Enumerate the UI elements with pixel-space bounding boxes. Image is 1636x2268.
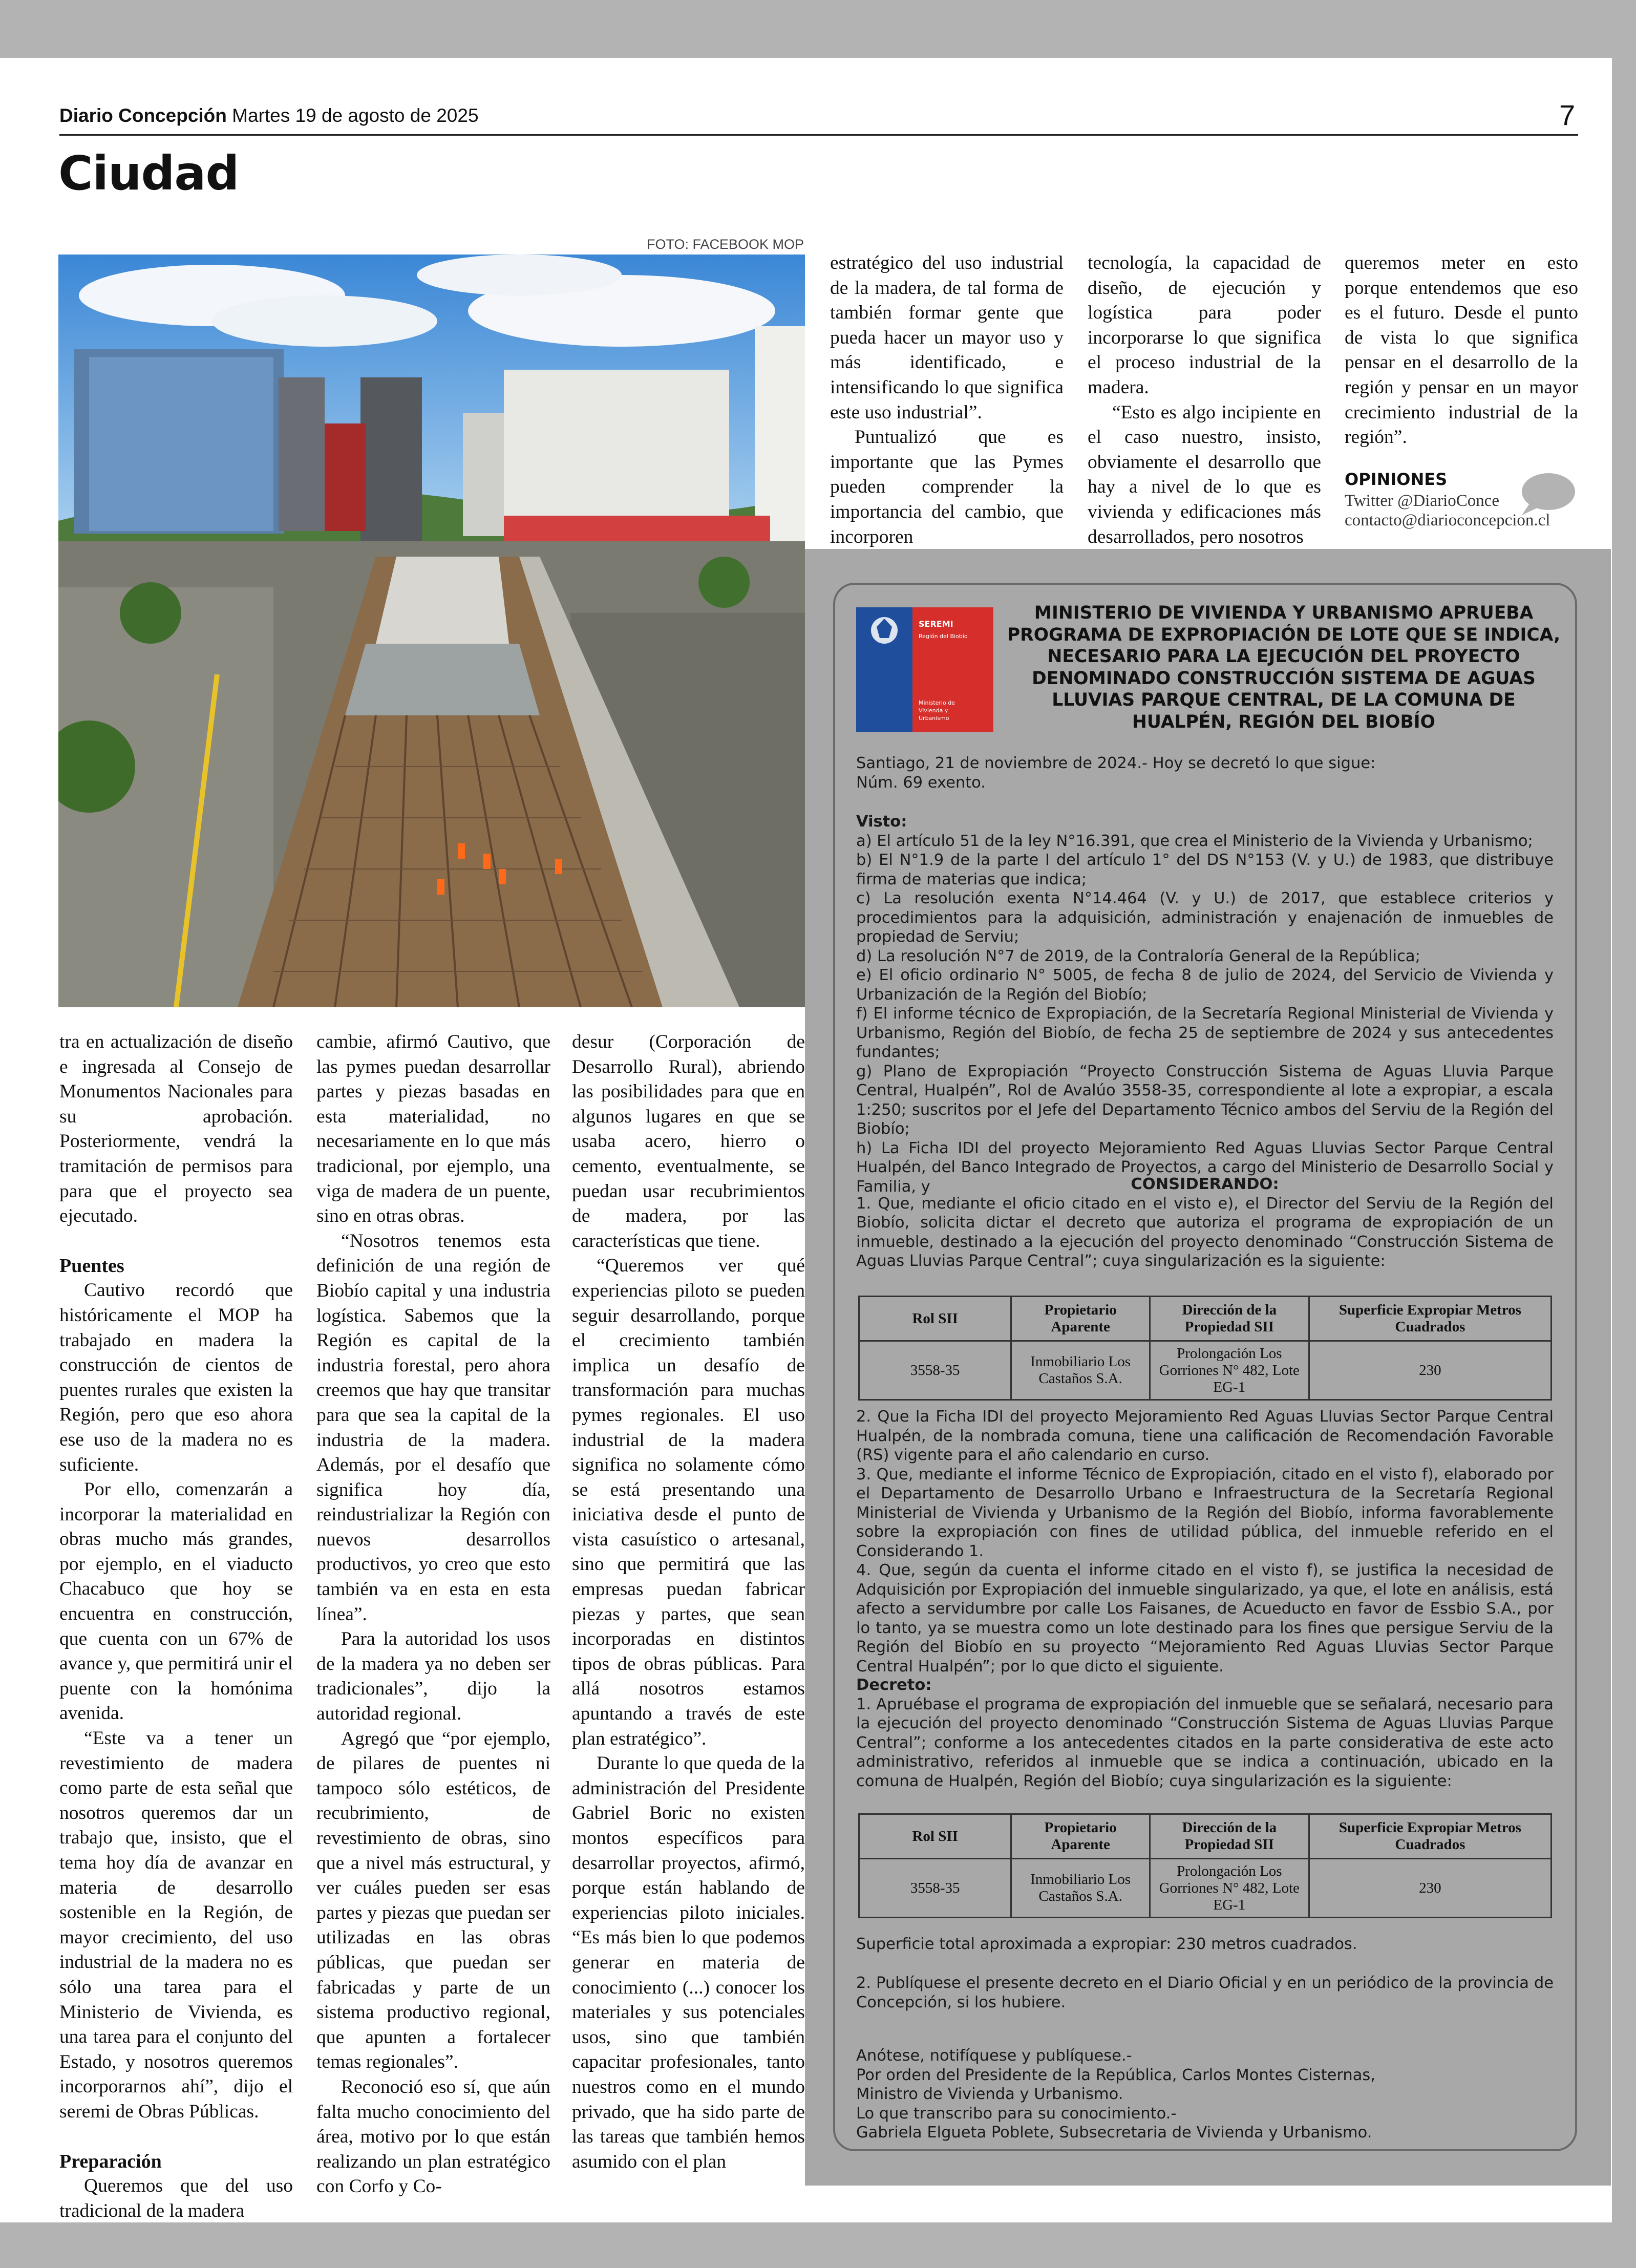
seal-text: SEREMI [919, 619, 953, 629]
notice-considerando [856, 1175, 1554, 1271]
seal-text: Región del Biobío [919, 633, 968, 640]
visto-item: a) El artículo 51 de la ley N°16.391, que crea el Ministerio de la Vivienda y Urbanismo; [856, 832, 1533, 850]
table-header-row [859, 1297, 1552, 1341]
speech-bubble-icon [1515, 471, 1576, 517]
section-title: Ciudad [58, 146, 239, 201]
notice-visto [856, 812, 1554, 1196]
table-cell: Prolongación Los Gorriones N° 482, Lote EG-1 [1150, 1341, 1309, 1400]
visto-item: h) La Ficha IDI del proyecto Mejoramiento Red Aguas Lluvias Sector Parque Central Hualpén, del Banco Integrado de Proyectos, a cargo del Ministerio de Desarrollo Social y Familia, y [856, 1139, 1554, 1196]
paragraph: Puntualizó que es importante que las Pymes pueden comprender la importancia del cambio, que incorporen [830, 427, 1064, 547]
table-row [859, 1859, 1552, 1918]
header-rule [59, 134, 1578, 136]
table-cell: 230 [1309, 1341, 1551, 1400]
table-header: Propietario Aparente [1011, 1814, 1150, 1859]
paragraph: “Queremos ver qué experiencias piloto se pueden seguir desarrollando, porque el crecimiento también implica un desafío de transformación para muchas pymes regionales. El uso industrial de la madera significa no solamente cómo se está presentando una iniciativa desde el punto de vista casuístico o artesanal, sino que permitirá que las empresas puedan fabricar piezas y partes, que sean incorporadas en distintos tipos de obras públicas. Para allá nosotros estamos apuntando a través de este plan estratégico”. [572, 1255, 805, 1749]
property-table-1 [858, 1296, 1552, 1401]
article-top-column-3 [1345, 251, 1578, 450]
paragraph: tecnología, la capacidad de diseño, de ejecución y logística para poder incorporarse lo que significa el proceso industrial de la madera. [1088, 252, 1321, 398]
considerando-item: 3. Que, mediante el informe Técnico de Expropiación, citado en el visto f), elaborado por el Departamento de Desarrollo Urbano e Infraestructura de la Secretaría Regional Ministerial de Vivienda y Urbanismo de la Región del Biobío, informa favorablemente sobre la expropiación con fines de utilidad pública, del inmueble referido en el Considerando 1. [856, 1465, 1554, 1560]
considerando-title: CONSIDERANDO: [1131, 1175, 1279, 1193]
paper-name: Diario Concepción [59, 105, 227, 126]
article-column-1 [59, 1030, 293, 2223]
table-header: Rol SII [859, 1297, 1011, 1341]
paragraph: “Este va a tener un revestimiento de madera como parte de esta señal que nosotros queremos dar un trabajo que, insisto, que el tema hoy día de avanzar en materia de desarrollo sostenible en la Región, de mayor crecimiento, del uso industrial de la madera no es sólo una tarea para el Ministerio de Vivienda, es una tarea para el conjunto del Estado, y nosotros queremos incorporarnos ahí”, dijo el seremi de Obras Públicas. [59, 1728, 293, 2122]
opiniones-title: OPINIONES [1345, 470, 1448, 489]
seremi-seal-logo [856, 607, 993, 732]
paragraph: Agregó que “por ejemplo, de pilares de puentes ni tampoco sólo estéticos, de recubrimiento, de revestimiento de obras, sino que a nivel más estructural, y ver cuáles pueden ser esas partes y piezas que puedan ser utilizadas en las obras públicas, que puedan ser fabricadas y parte de un sistema productivo regional, que apunten a fortalecer temas regionales”. [316, 1728, 550, 2073]
seal-text: Urbanismo [919, 715, 949, 722]
paragraph: Para la autoridad los usos de la madera ya no deben ser tradicionales”, dijo la autoridad regional. [316, 1628, 550, 1725]
paragraph: Reconoció eso sí, que aún falta mucho conocimiento del área, motivo por lo que están realizando un plan estratégico con Corfo y Co- [316, 2076, 550, 2197]
notice-superficie: Superficie total aproximada a expropiar: 230 metros cuadrados. [856, 1935, 1357, 1953]
property-table-2 [858, 1813, 1552, 1918]
photo-credit: FOTO: FACEBOOK MOP [646, 237, 804, 252]
table-cell: Inmobiliario Los Castaños S.A. [1011, 1859, 1150, 1918]
article-top-column-2 [1088, 251, 1321, 549]
article-top-column-1 [830, 251, 1064, 549]
notice-date-line: Santiago, 21 de noviembre de 2024.- Hoy se decretó lo que sigue: [856, 754, 1376, 772]
subheading-preparacion: Preparación [59, 2150, 162, 2172]
page-number: 7 [1559, 99, 1576, 131]
table-header-row [859, 1814, 1552, 1859]
visto-item: d) La resolución N°7 de 2019, de la Contraloría General de la República; [856, 947, 1420, 965]
decreto-item: 1. Apruébase el programa de expropiación del inmueble que se señalará, necesario para la ejecución del proyecto denominado “Construcción Sistema de Aguas Lluvias Parque Central”; conforme a los antecedentes citados en la parte considerativa de este acto administrativo, referidos al inmueble que se indica a continuación, ubicado en la comuna de Hualpén, Región del Biobío; cuya singularización es la siguiente: [856, 1695, 1554, 1790]
visto-item: b) El N°1.9 de la parte I del artículo 1° del DS N°153 (V. y U.) de 1983, que distribuye firma de materias que indica; [856, 851, 1554, 888]
visto-item: e) El oficio ordinario N° 5005, de fecha 8 de julio de 2024, del Servicio de Vivienda y Urbanización de la Región del Biobío; [856, 966, 1554, 1004]
closing-line: Gabriela Elgueta Poblete, Subsecretaria de Vivienda y Urbanismo. [856, 2124, 1372, 2142]
considerando-item: 2. Que la Ficha IDI del proyecto Mejoramiento Red Aguas Lluvias Sector Parque Central Hualpén, de la nombrada comuna, tiene una calificación de Recomendación Favorable (RS) vigente para el año calendario en curso. [856, 1408, 1554, 1464]
paragraph: cambie, afirmó Cautivo, que las pymes puedan desarrollar partes y piezas basadas en esta materialidad, no necesariamente en lo que más tradicional, por ejemplo, una viga de madera de un puente, sino en otras obras. [316, 1031, 550, 1227]
seal-text: Vivienda y [919, 707, 948, 714]
table-header: Dirección de la Propiedad SII [1150, 1297, 1309, 1341]
table-cell: 3558-35 [859, 1341, 1011, 1400]
paragraph: Durante lo que queda de la administración del Presidente Gabriel Boric no existen montos específicos para desarrollar proyectos, afirmó, porque están hablando de experiencias piloto iniciales. “Es más bien lo que podemos generar en materia de conocimiento (...) conocer los materiales y sus potenciales usos, sino que también capacitar profesionales, tanto nuestros como en el mundo privado, que ha sido parte de las tareas que también hemos asumido con el plan [572, 1753, 805, 2172]
paragraph: estratégico del uso industrial de la madera, de tal forma de también formar gente que pueda hacer un mayor uso y más identificado, e intensificando lo que significa este uso industrial”. [830, 252, 1064, 423]
table-header: Superficie Expropiar Metros Cuadrados [1309, 1814, 1551, 1859]
page-margin-bottom [0, 2222, 1636, 2268]
decreto-title: Decreto: [856, 1676, 932, 1694]
closing-line: Anótese, notifíquese y publíquese.- [856, 2047, 1132, 2065]
visto-item: g) Plano de Expropiación “Proyecto Construcción Sistema de Aguas Lluvia Parque Central, Hualpén”, Rol de Avalúo 3558-35, correspondiente al lote a expropiar, a escala 1:250; suscritos por el Jefe del Departamento Técnico ambos del Serviu de la Región del Biobío; [856, 1062, 1554, 1138]
table-header: Dirección de la Propiedad SII [1150, 1814, 1309, 1859]
considerando-item: 1. Que, mediante el oficio citado en el visto e), el Director del Serviu de la Región del Biobío, solicita dictar el decreto que autoriza el programa de expropiación de un inmueble, destinado a la ejecución del proyecto denominado “Construcción Sistema de Aguas Lluvias Parque Central”; cuya singularización es la siguiente: [856, 1194, 1554, 1270]
paragraph: tra en actualización de diseño e ingresada al Consejo de Monumentos Nacionales para su aprobación. Posteriormente, vendrá la tramitación de permisos para para que el proyecto sea ejecutado. [59, 1031, 293, 1227]
subheading-puentes: Puentes [59, 1255, 124, 1277]
opiniones-twitter: Twitter @DiarioConce [1345, 492, 1500, 510]
table-cell: 230 [1309, 1859, 1551, 1918]
notice-number: Núm. 69 exento. [856, 773, 986, 792]
masthead [59, 105, 479, 126]
closing-line: Lo que transcribo para su conocimiento.- [856, 2104, 1177, 2123]
paragraph: desur (Corporación de Desarrollo Rural), abriendo las posibilidades para que en algunos lugares en que se usaba acero, hierro o cemento, eventualmente, se puedan usar recubrimientos de madera, por las características que tiene. [572, 1031, 805, 1252]
notice-title: MINISTERIO DE VIVIENDA Y URBANISMO APRUEBA PROGRAMA DE EXPROPIACIÓN DE LOTE QUE SE INDICA, NECESARIO PARA LA EJECUCIÓN DEL PROYECTO DENOMINADO CONSTRUCCIÓN SISTEMA DE AGUAS LLUVIAS PARQUE CENTRAL, DE LA COMUNA DE HUALPÉN, REGIÓN DEL BIOBÍO [1007, 603, 1561, 732]
seal-text: Ministerio de [919, 700, 955, 706]
article-column-3 [572, 1030, 805, 2174]
paragraph: “Esto es algo incipiente en el caso nuestro, insisto, obviamente el desarrollo que hay a nivel de lo que es vivienda y edificaciones más desarrollados, pero nosotros [1088, 401, 1321, 547]
issue-date: Martes 19 de agosto de 2025 [232, 105, 479, 126]
construction-photo [58, 255, 805, 1007]
table-header: Propietario Aparente [1011, 1297, 1150, 1341]
paragraph: Queremos que del uso tradicional de la madera [59, 2175, 293, 2221]
closing-line: Ministro de Vivienda y Urbanismo. [856, 2085, 1123, 2103]
visto-item: c) La resolución exenta N°14.464 (V. y U.) de 2017, que establece criterios y procedimientos para la adquisición, administración y enajenación de inmuebles de propiedad de Serviu; [856, 889, 1554, 946]
notice-intro [856, 754, 1554, 792]
visto-title: Visto: [856, 813, 907, 831]
table-row [859, 1341, 1552, 1400]
article-column-2 [316, 1030, 550, 2199]
notice-closing [856, 2046, 1554, 2143]
notice-decreto-2: 2. Publíquese el presente decreto en el Diario Oficial y en un periódico de la provincia de Concepción, si los hubiere. [856, 1974, 1554, 2011]
table-header: Rol SII [859, 1814, 1011, 1859]
closing-line: Por orden del Presidente de la República, Carlos Montes Cisternas, [856, 2066, 1376, 2084]
paragraph: queremos meter en esto porque entendemos que eso es el futuro. Desde el punto de vista lo que significa pensar en el desarrollo de la región y pensar en un mayor crecimiento industrial de la región”. [1345, 252, 1578, 448]
notice-decreto [856, 1676, 1554, 1791]
table-cell: Inmobiliario Los Castaños S.A. [1011, 1341, 1150, 1400]
table-cell: 3558-35 [859, 1859, 1011, 1918]
paragraph: Por ello, comenzarán a incorporar la materialidad en obras mucho más grandes, por ejemplo, en el viaducto Chacabuco que hoy se encuentra en construcción, que cuenta con un 67% de avance y, que permitirá unir el puente con la homónima avenida. [59, 1479, 293, 1724]
notice-considerando-rest [856, 1407, 1554, 1676]
paragraph: Cautivo recordó que históricamente el MOP ha trabajado en madera la construcción de cientos de puentes rurales que existen la Región, pero que eso ahora ese uso de la madera no es suficiente. [59, 1280, 293, 1475]
table-cell: Prolongación Los Gorriones N° 482, Lote EG-1 [1150, 1859, 1309, 1918]
considerando-item: 4. Que, según da cuenta el informe citado en el visto f), se justifica la necesidad de Adquisición por Expropiación del inmueble singularizado, ya que, el lote en análisis, está afecto a servidumbre por calle Los Faisanes, de Acueducto en favor de Essbio S.A., por lo tanto, ya se muestra como un lote destinado para los fines que persigue Serviu de la Región del Biobío en su proyecto “Mejoramiento Red Aguas Lluvias Sector Parque Central Hualpén”; por lo que dicto el siguiente. [856, 1561, 1554, 1676]
table-header: Superficie Expropiar Metros Cuadrados [1309, 1297, 1551, 1341]
opiniones-email: contacto@diarioconcepcion.cl [1345, 511, 1550, 529]
paragraph: “Nosotros tenemos esta definición de una región de Biobío capital y una industria logística. Sabemos que la Región es capital de la industria forestal, pero ahora creemos que hay que transitar para que sea la capital de la industria de la madera. Además, por el desafío que significa hoy día, reindustrializar la Región con nuevos desarrollos productivos, yo creo que esto también va en esta en esta línea”. [316, 1230, 550, 1625]
visto-item: f) El informe técnico de Expropiación, de la Secretaría Regional Ministerial de Vivienda y Urbanismo, Región del Biobío, de fecha 25 de septiembre de 2024 y sus antecedentes fundantes; [856, 1005, 1554, 1061]
